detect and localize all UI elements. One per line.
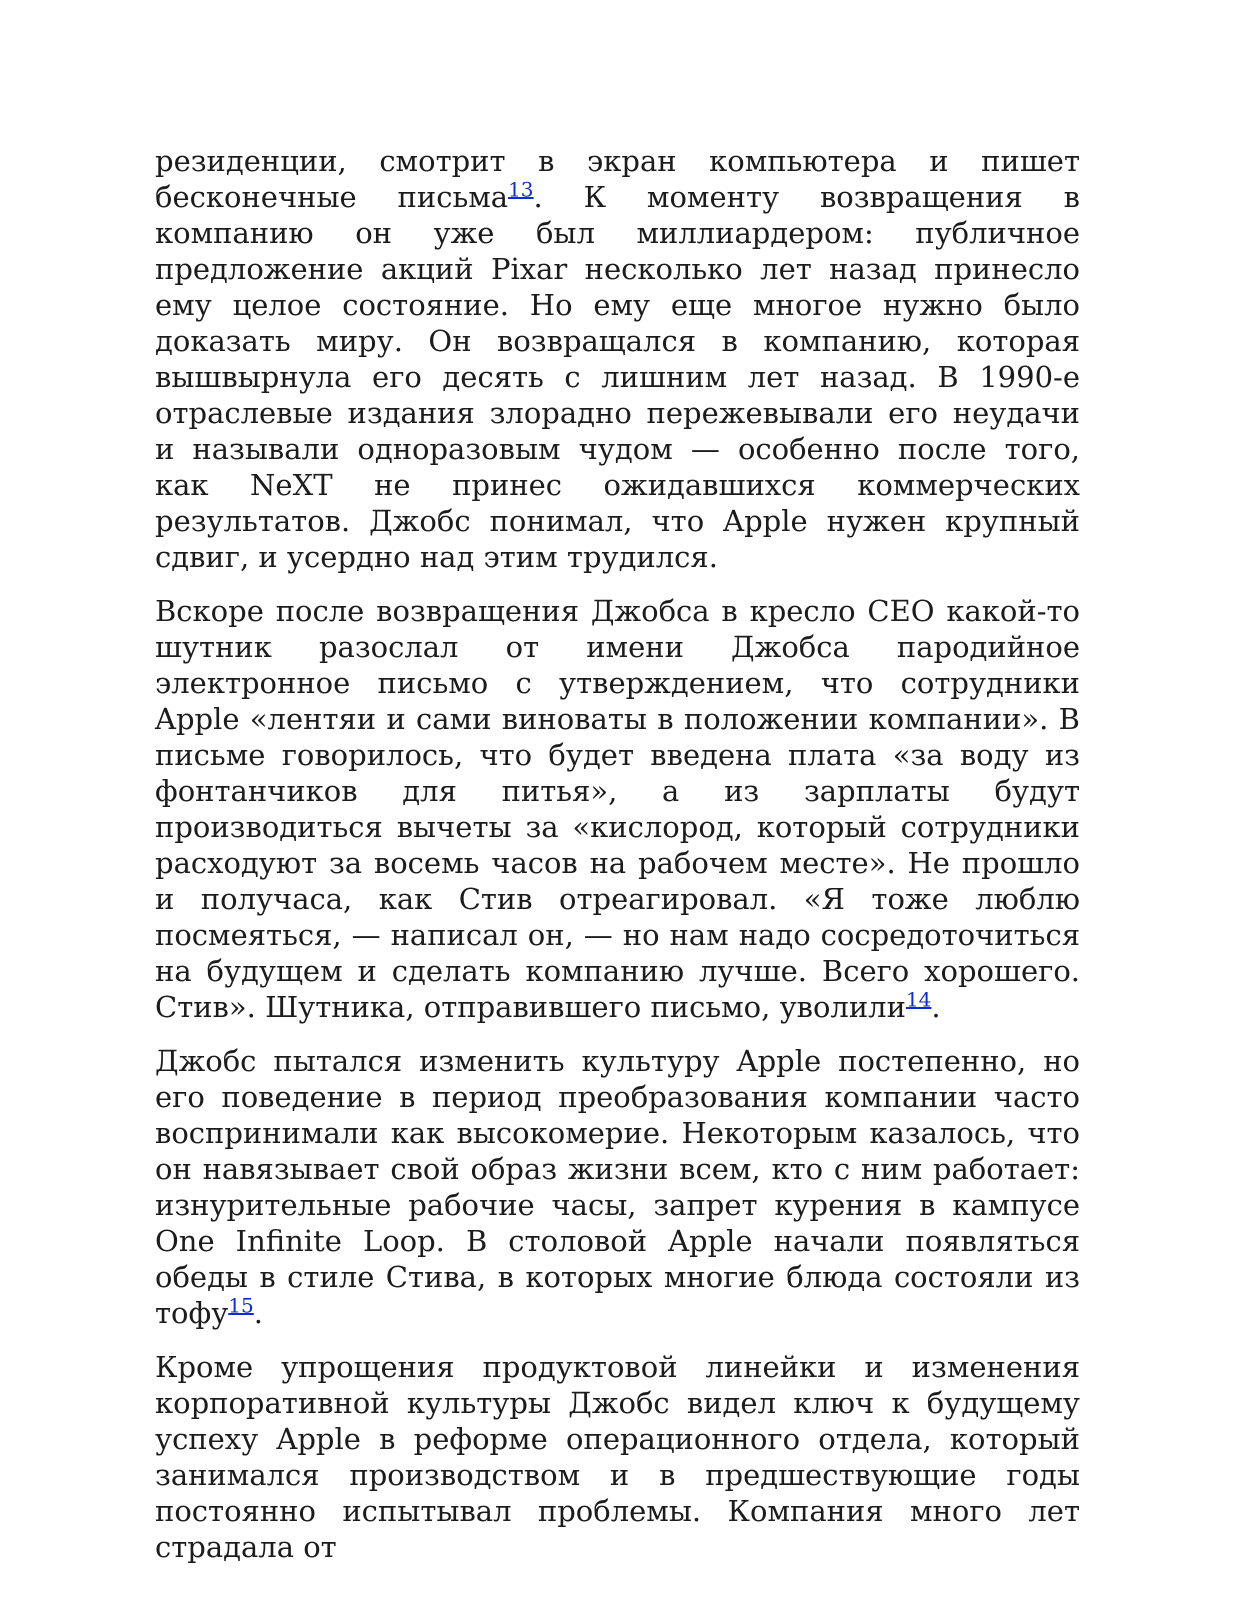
- footnote-link-14[interactable]: 14: [905, 987, 932, 1012]
- paragraph-text: Вскоре после возвращения Джобса в кресло CEO какой-то шутник разослал от имени Джобса пародийное электронное письмо с утверждением, что сотрудники Apple «лентяи и сами виноваты в положении компании». В письме говорилось, что будет введена плата «за воду из фонтанчиков для питья», а из зарплаты будут производиться вычеты за «кислород, который сотрудники расходуют за восемь часов на рабочем месте». Не прошло и получаса, как Стив отреагировал. «Я тоже люблю посмеяться, — написал он, — но нам надо сосредоточиться на будущем и сделать компанию лучше. Всего хорошего. Стив». Шутника, отправившего письмо, уволили: [155, 594, 1080, 1024]
- paragraph-2: [155, 593, 1080, 1025]
- footnote-link-13[interactable]: 13: [508, 177, 534, 202]
- paragraph-1: [155, 143, 1080, 575]
- document-page: [155, 143, 1080, 1583]
- paragraph-4: [155, 1349, 1080, 1565]
- footnote-link-15[interactable]: 15: [228, 1293, 254, 1318]
- paragraph-text: .: [931, 990, 941, 1024]
- paragraph-text: Кроме упрощения продуктовой линейки и изменения корпоративной культуры Джобс видел ключ к будущему успеху Apple в реформе операционного отдела, который занимался производством и в предшествующие годы постоянно испытывал проблемы. Компания много лет страдала от: [155, 1350, 1080, 1564]
- paragraph-text: .: [253, 1296, 263, 1330]
- paragraph-text: резиденции, смотрит в экран компьютера и пишет бесконечные письма: [155, 144, 1080, 214]
- paragraph-text: Джобс пытался изменить культуру Apple постепенно, но его поведение в период преобразования компании часто воспринимали как высокомерие. Некоторым казалось, что он навязывает свой образ жизни всем, кто с ним работает: изнурительные рабочие часы, запрет курения в кампусе One Infinite Loop. В столовой Apple начали появляться обеды в стиле Стива, в которых многие блюда состояли из тофу: [155, 1044, 1080, 1330]
- paragraph-3: [155, 1043, 1080, 1331]
- paragraph-text: . К моменту возвращения в компанию он уже был миллиардером: публичное предложение акций Pixar несколько лет назад принесло ему целое состояние. Но ему еще многое нужно было доказать миру. Он возвращался в компанию, которая вышвырнула его десять с лишним лет назад. В 1990-е отраслевые издания злорадно пережевывали его неудачи и называли одноразовым чудом — особенно после того, как NeXT не принес ожидавшихся коммерческих результатов. Джобс понимал, что Apple нужен крупный сдвиг, и усердно над этим трудился.: [155, 180, 1080, 574]
